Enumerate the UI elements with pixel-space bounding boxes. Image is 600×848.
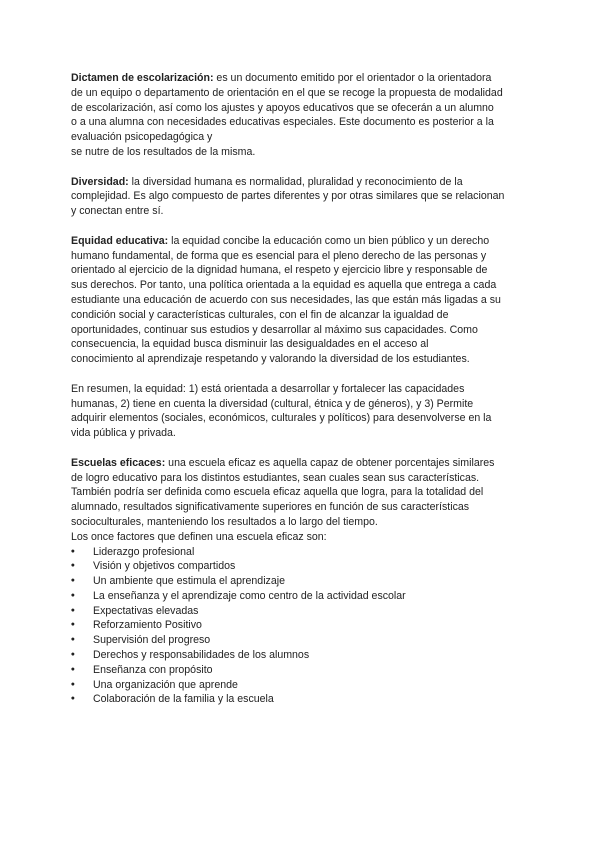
text-line: Equidad educativa: la equidad concibe la educación como un bien público y un derecho	[71, 234, 490, 247]
text-line: alumnado, resultados significativamente superiores en función de sus características	[71, 501, 470, 514]
text-line: complejidad. Es algo compuesto de partes diferentes y por otras similares que se relacionan	[71, 190, 505, 203]
text-line: oportunidades, continuar sus estudios y desarrollar al máximo sus capacidades. Como	[71, 323, 478, 336]
list-item: ● Un ambiente que estimula el aprendizaje	[71, 574, 531, 589]
list-item: ● Enseñanza con propósito	[71, 663, 531, 678]
text-line: estudiante una educación de acuerdo con sus necesidades, las que están más ligadas a su	[71, 293, 501, 306]
text-line: de escolarización, así como los ajustes y apoyos educativos que se ofecerán a un alumno	[71, 101, 494, 114]
text-line: adquirir elementos (sociales, económicos, culturales y políticos) para desenvolverse en la	[71, 412, 492, 425]
text-line: Diversidad: la diversidad humana es normalidad, pluralidad y reconocimiento de la	[71, 175, 463, 188]
text-line: Escuelas eficaces: una escuela eficaz es aquella capaz de obtener porcentajes similares	[71, 456, 495, 469]
text-line: socioculturales, manteniendo los resultados a lo largo del tiempo.	[71, 515, 378, 528]
text-line: vida pública y privada.	[71, 427, 176, 440]
text-line: Los once factores que definen una escuela eficaz son:	[71, 530, 327, 543]
paragraph-diversidad	[71, 175, 531, 219]
text-line: conocimiento al aprendizaje respetando y valorando la diversidad de los estudiantes.	[71, 353, 470, 366]
list-item: ● Derechos y responsabilidades de los alumnos	[71, 648, 531, 663]
text-line: sus derechos. Por tanto, una política orientada a la equidad es aquella que entrega a cada	[71, 279, 497, 292]
text-line: consecuencia, la equidad busca disminuir las desigualdades en el acceso al	[71, 338, 429, 351]
text-line: condición social y características culturales, con el fin de alcanzar la igualdad de	[71, 308, 449, 321]
list-item: ● Liderazgo profesional	[71, 545, 531, 560]
text-line: humano fundamental, de forma que es esencial para el pleno derecho de las personas y	[71, 249, 487, 262]
list-item: ● Colaboración de la familia y la escuela	[71, 692, 531, 707]
list-item: ● Supervisión del progreso	[71, 633, 531, 648]
text-line: se nutre de los resultados de la misma.	[71, 145, 256, 158]
term-diversidad: Diversidad:	[71, 175, 129, 188]
text-line: de logro educativo para los distintos estudiantes, sean cuales sean sus características.	[71, 471, 480, 484]
term-escuelas: Escuelas eficaces:	[71, 456, 166, 469]
text-line: También podría ser definida como escuela eficaz aquella que logra, para la totalidad del	[71, 486, 484, 499]
text-line: Dictamen de escolarización: es un documento emitido por el orientador o la orientadora	[71, 72, 492, 84]
document-page	[71, 71, 531, 722]
list-item: ● Expectativas elevadas	[71, 604, 531, 619]
paragraph-equidad	[71, 234, 531, 367]
list-item: ● Reforzamiento Positivo	[71, 618, 531, 633]
text-line: de un equipo o departamento de orientación en el que se recoge la propuesta de modalidad	[71, 86, 503, 99]
text-line: humanas, 2) tiene en cuenta la diversidad (cultural, étnica y de géneros), y 3) Permite	[71, 397, 474, 410]
list-item: ● La enseñanza y el aprendizaje como centro de la actividad escolar	[71, 589, 531, 604]
paragraph-dictamen	[71, 71, 531, 160]
paragraph-resumen	[71, 382, 531, 441]
list-item: ● Una organización que aprende	[71, 678, 531, 693]
list-item: ● Visión y objetivos compartidos	[71, 559, 531, 574]
text-line: En resumen, la equidad: 1) está orientada a desarrollar y fortalecer las capacidades	[71, 382, 465, 395]
text-line: y conectan entre sí.	[71, 205, 164, 218]
term-equidad: Equidad educativa:	[71, 234, 169, 247]
text-line: o a una alumna con necesidades educativas especiales. Este documento es posterior a la	[71, 116, 494, 129]
paragraph-escuelas	[71, 456, 531, 708]
text-line: evaluación psicopedagógica y	[71, 131, 213, 144]
term-dictamen: Dictamen de escolarización:	[71, 72, 214, 84]
factors-list	[71, 545, 531, 708]
text-line: orientado al ejercicio de la dignidad humana, el respeto y ejercicio libre y responsable de	[71, 264, 488, 277]
